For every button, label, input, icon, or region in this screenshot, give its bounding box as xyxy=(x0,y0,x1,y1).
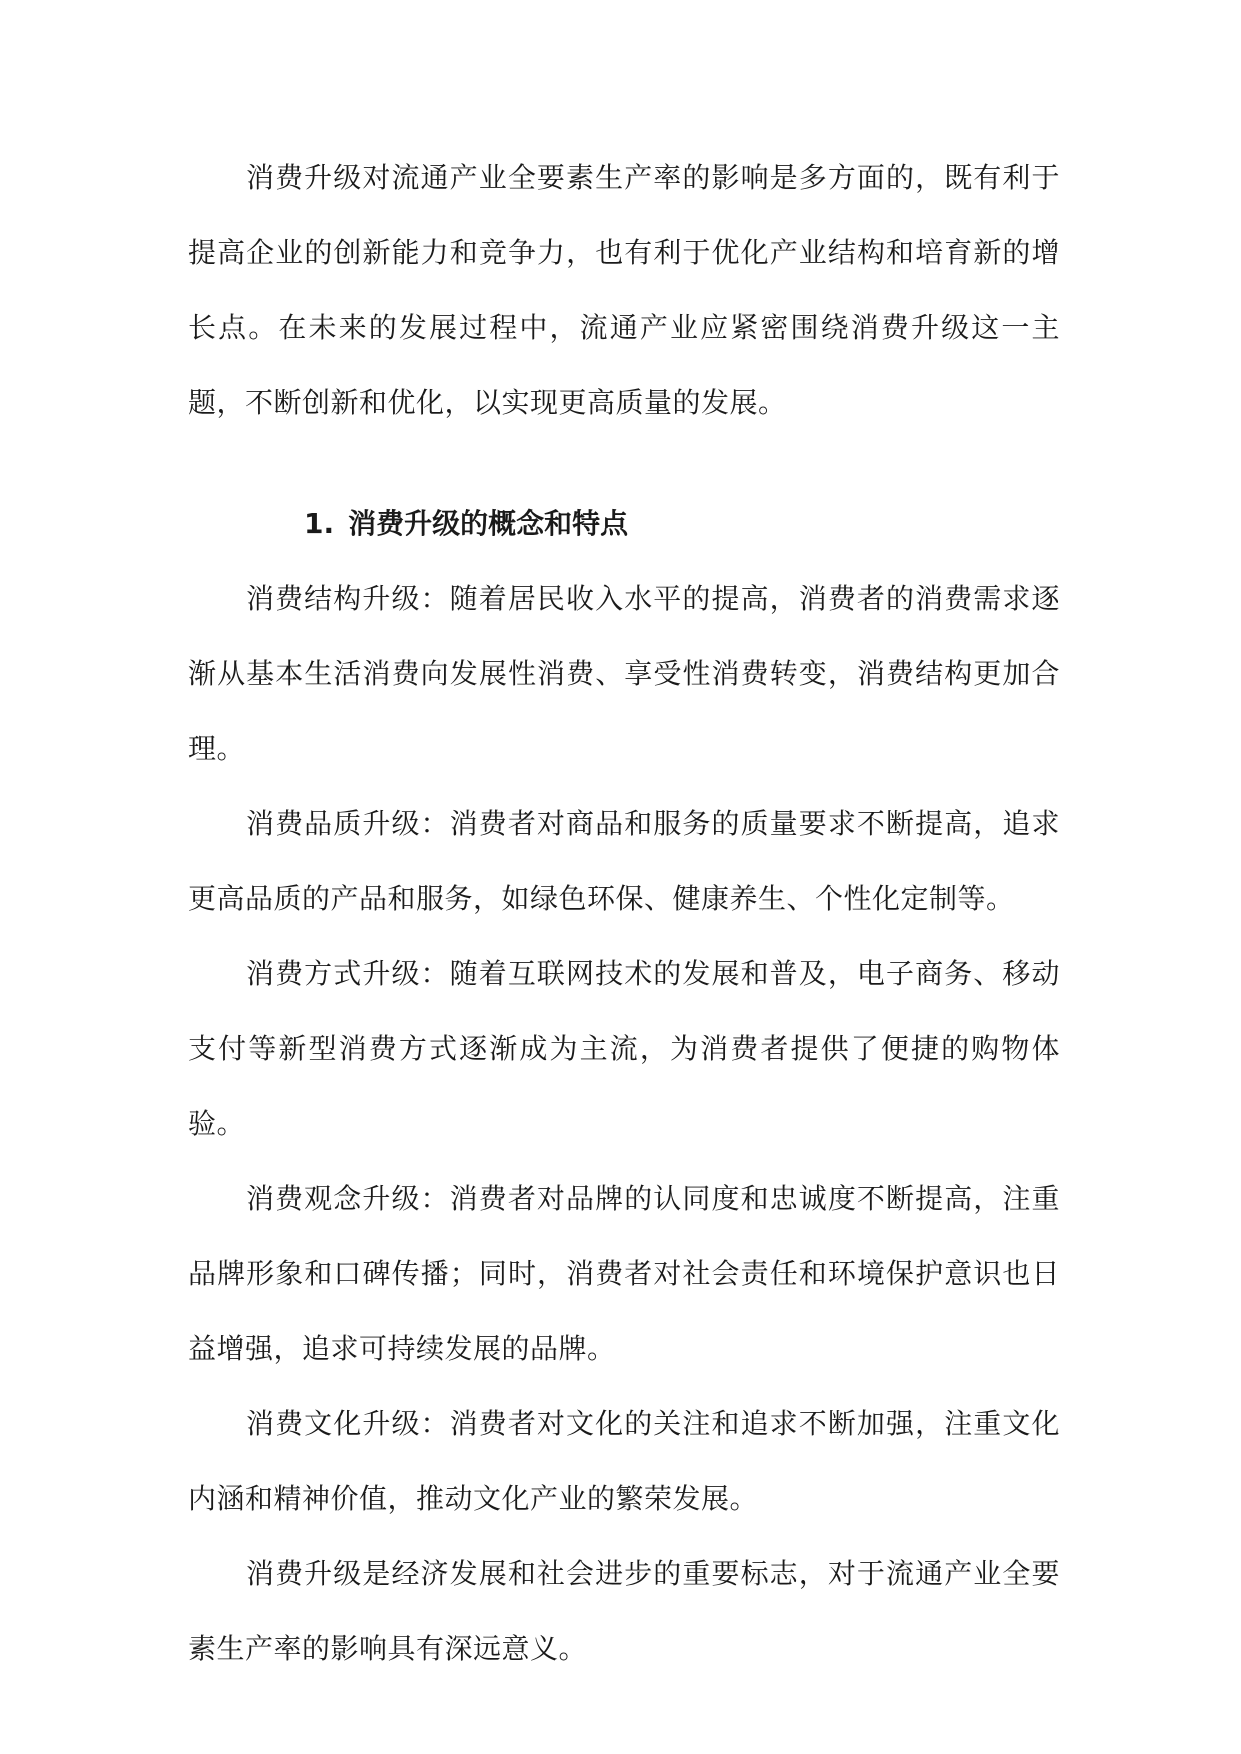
paragraph-consumption-quality: 消费品质升级：消费者对商品和服务的质量要求不断提高，追求更高品质的产品和服务，如绿色环保、健康养生、个性化定制等。 xyxy=(188,807,1060,915)
paragraph-consumption-mode: 消费方式升级：随着互联网技术的发展和普及，电子商务、移动支付等新型消费方式逐渐成为主流，为消费者提供了便捷的购物体验。 xyxy=(188,957,1060,1140)
paragraph-conclusion: 消费升级是经济发展和社会进步的重要标志，对于流通产业全要素生产率的影响具有深远意义。 xyxy=(188,1557,1060,1665)
paragraph-consumption-structure: 消费结构升级：随着居民收入水平的提高，消费者的消费需求逐渐从基本生活消费向发展性消费、享受性消费转变，消费结构更加合理。 xyxy=(188,582,1060,765)
section-number: 1. xyxy=(304,507,335,540)
section-heading xyxy=(188,486,1060,561)
paragraph-consumption-concept: 消费观念升级：消费者对品牌的认同度和忠诚度不断提高，注重品牌形象和口碑传播；同时，消费者对社会责任和环境保护意识也日益增强，追求可持续发展的品牌。 xyxy=(188,1182,1060,1365)
paragraph-consumption-culture: 消费文化升级：消费者对文化的关注和追求不断加强，注重文化内涵和精神价值，推动文化产业的繁荣发展。 xyxy=(188,1407,1060,1515)
document-body xyxy=(188,140,1060,1686)
section-title: 消费升级的概念和特点 xyxy=(348,507,629,540)
intro-paragraph: 消费升级对流通产业全要素生产率的影响是多方面的，既有利于提高企业的创新能力和竞争力，也有利于优化产业结构和培育新的增长点。在未来的发展过程中，流通产业应紧密围绕消费升级这一主题，不断创新和优化，以实现更高质量的发展。 xyxy=(188,161,1060,419)
